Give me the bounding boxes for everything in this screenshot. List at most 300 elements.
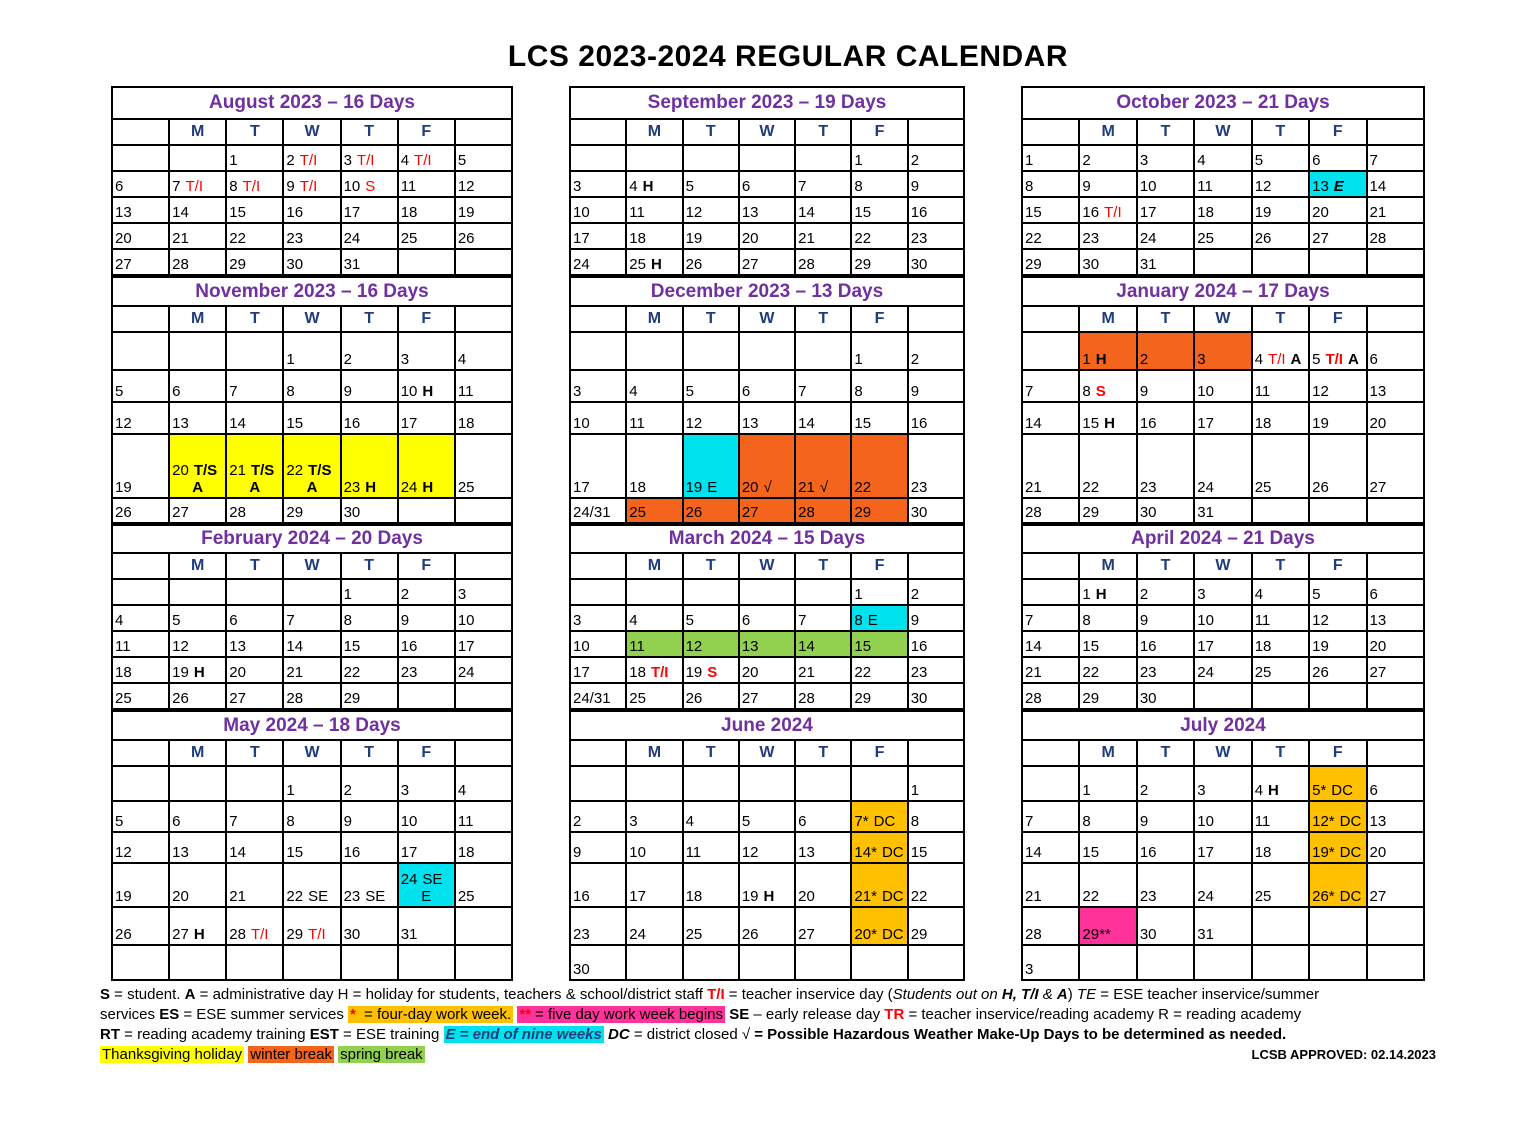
week-row (112, 197, 512, 223)
day-cell: 27 (795, 907, 851, 945)
day-cell: 18 (1252, 402, 1309, 434)
month-title: March 2024 – 15 Days (570, 525, 964, 553)
day-cell (795, 579, 851, 605)
day-cell (455, 498, 512, 523)
day-cell: 14 (1022, 631, 1079, 657)
week-row (570, 605, 964, 631)
day-cell: 26 (683, 683, 739, 709)
day-header-t: T (683, 119, 739, 145)
day-cell: 28 (1022, 683, 1079, 709)
day-header-f: F (398, 740, 455, 766)
day-cell (570, 766, 626, 801)
legend-segment: EST (309, 1026, 339, 1043)
month-february-2024 (111, 524, 513, 710)
week-row (570, 171, 964, 197)
day-cell (455, 945, 512, 980)
day-cell (1194, 249, 1251, 275)
day-cell: 25 (683, 907, 739, 945)
day-cell: 23 (398, 657, 455, 683)
day-cell (683, 332, 739, 370)
day-cell: 27 (112, 249, 169, 275)
day-header-blank (112, 740, 169, 766)
day-cell: 1 (283, 766, 340, 801)
day-header-blank (112, 553, 169, 579)
day-header-m: M (169, 306, 226, 332)
day-cell: 7 (1022, 605, 1079, 631)
day-cell: 25 (1252, 434, 1309, 498)
day-header-f: F (1309, 553, 1366, 579)
legend-segment: = teacher inservice day ( (724, 986, 893, 1003)
day-cell: 16 (283, 197, 340, 223)
week-row (112, 631, 512, 657)
day-cell: 23 (1137, 863, 1194, 907)
day-cell: 9 (908, 370, 964, 402)
day-cell: 1 (908, 766, 964, 801)
day-cell: 22 (226, 223, 283, 249)
day-cell: 3 (570, 370, 626, 402)
day-cell: 29 (283, 498, 340, 523)
day-cell (1137, 945, 1194, 980)
day-cell: 20 (1367, 631, 1424, 657)
day-cell: 3 (1194, 766, 1251, 801)
day-header-blank (1367, 119, 1424, 145)
day-cell: 25 (455, 434, 512, 498)
day-cell: 6 (1367, 332, 1424, 370)
day-header-w: W (283, 306, 340, 332)
day-cell (1252, 249, 1309, 275)
day-cell: 12 (683, 402, 739, 434)
day-header-t: T (795, 740, 851, 766)
day-header-w: W (739, 740, 795, 766)
day-cell: 3 (1137, 145, 1194, 171)
legend-segment: services (100, 1006, 160, 1023)
day-cell (169, 145, 226, 171)
day-cell: 15 (851, 402, 907, 434)
day-cell (169, 945, 226, 980)
day-cell: 10 (570, 631, 626, 657)
day-header-t: T (683, 740, 739, 766)
day-cell: 19 H (169, 657, 226, 683)
day-cell: 5 T/I A (1309, 332, 1366, 370)
day-cell: 14 (283, 631, 340, 657)
day-cell: 7 (226, 801, 283, 832)
day-cell: 26 (739, 907, 795, 945)
day-cell: 20 (795, 863, 851, 907)
day-cell: 5* DC (1309, 766, 1366, 801)
day-cell (1309, 249, 1366, 275)
day-cell (1367, 249, 1424, 275)
week-row (112, 605, 512, 631)
day-header-f: F (851, 553, 907, 579)
day-cell: 25 (1252, 863, 1309, 907)
day-header-t: T (1252, 306, 1309, 332)
day-header-w: W (283, 553, 340, 579)
day-cell (1367, 683, 1424, 709)
day-cell: 3 (398, 332, 455, 370)
day-cell: 4 (683, 801, 739, 832)
day-cell: 9 (908, 171, 964, 197)
month-title: September 2023 – 19 Days (570, 87, 964, 119)
day-cell: 4 (626, 370, 682, 402)
day-cell: 22 SE (283, 863, 340, 907)
day-cell (1022, 766, 1079, 801)
month-title: June 2024 (570, 711, 964, 740)
day-cell: 24 (570, 249, 626, 275)
day-cell: 29 (851, 683, 907, 709)
week-row (570, 945, 964, 980)
day-header-t: T (341, 740, 398, 766)
day-cell (683, 945, 739, 980)
day-cell (626, 145, 682, 171)
week-row (570, 832, 964, 863)
day-cell: 25 (1252, 657, 1309, 683)
day-cell: 4 H (626, 171, 682, 197)
day-header-blank (570, 119, 626, 145)
day-cell: 26 (455, 223, 512, 249)
week-row (112, 402, 512, 434)
week-row (1022, 223, 1424, 249)
day-cell: 19 (112, 863, 169, 907)
legend-segment: = district closed (629, 1026, 742, 1043)
day-cell: 14* DC (851, 832, 907, 863)
day-header-m: M (1079, 740, 1136, 766)
day-cell: 22 (1022, 223, 1079, 249)
legend-segment: T/I (707, 986, 725, 1003)
week-row (1022, 683, 1424, 709)
day-cell: 24 SE E (398, 863, 455, 907)
day-cell: 12 (1252, 171, 1309, 197)
day-cell: 27 (739, 683, 795, 709)
legend-segment: E = end of nine weeks (445, 1026, 602, 1043)
day-cell: 28 (1022, 907, 1079, 945)
day-cell (739, 945, 795, 980)
day-cell: 23 (570, 907, 626, 945)
day-cell: 26 (1309, 657, 1366, 683)
day-cell: 24 H (398, 434, 455, 498)
day-cell: 15 H (1079, 402, 1136, 434)
day-cell: 22 (341, 657, 398, 683)
day-cell: 1 (226, 145, 283, 171)
day-cell: 7 (795, 370, 851, 402)
day-cell: 4 (455, 766, 512, 801)
day-header-t: T (1252, 119, 1309, 145)
day-cell: 5 (112, 370, 169, 402)
day-cell: 7* DC (851, 801, 907, 832)
day-cell: 2 T/I (283, 145, 340, 171)
day-cell: 3 (455, 579, 512, 605)
day-header-t: T (1137, 306, 1194, 332)
day-cell: 21* DC (851, 863, 907, 907)
day-cell: 10 (1137, 171, 1194, 197)
legend-segment: – early release day (749, 1006, 885, 1023)
day-cell: 16 (1137, 631, 1194, 657)
day-cell: 11 (626, 631, 682, 657)
day-cell: 17 (455, 631, 512, 657)
day-cell (226, 332, 283, 370)
day-cell: 14 (1367, 171, 1424, 197)
day-cell: 6 (169, 370, 226, 402)
day-cell: 2 (1137, 766, 1194, 801)
day-cell: 13 (739, 197, 795, 223)
day-cell: 31 (398, 907, 455, 945)
day-cell: 5 (112, 801, 169, 832)
day-cell: 7 (795, 605, 851, 631)
day-cell: 26 (683, 249, 739, 275)
day-cell: 2 (570, 801, 626, 832)
day-header-w: W (739, 119, 795, 145)
day-cell: 13 (169, 832, 226, 863)
legend-segment: DC (608, 1026, 630, 1043)
day-cell: 14 (795, 631, 851, 657)
legend-segment: = ESE training (338, 1026, 444, 1043)
day-cell: 26 (1252, 223, 1309, 249)
legend-segment: = Possible Hazardous Weather Make-Up Days to be determined as needed. (754, 1026, 1287, 1043)
day-cell: 4 (455, 332, 512, 370)
day-cell: 18 T/I (626, 657, 682, 683)
day-cell: 26 (683, 498, 739, 523)
day-cell: 25 (626, 683, 682, 709)
day-cell: 12 (455, 171, 512, 197)
day-cell: 31 (341, 249, 398, 275)
day-cell: 16 (908, 402, 964, 434)
day-header-t: T (341, 119, 398, 145)
day-header-w: W (283, 119, 340, 145)
day-cell (739, 766, 795, 801)
legend-segment: = ESE summer services (179, 1006, 348, 1023)
day-cell (626, 579, 682, 605)
day-cell: 7 (1022, 370, 1079, 402)
day-cell: 23 (1137, 434, 1194, 498)
legend-segment: winter break (250, 1046, 332, 1063)
month-title: May 2024 – 18 Days (112, 711, 512, 740)
day-cell: 4 (112, 605, 169, 631)
week-row (1022, 370, 1424, 402)
day-cell: 24 (1194, 657, 1251, 683)
day-cell: 27 (1309, 223, 1366, 249)
month-november-2023 (111, 276, 513, 524)
day-cell: 18 (398, 197, 455, 223)
legend (100, 985, 1436, 1065)
day-cell: 6 (739, 370, 795, 402)
day-cell: 2 (1079, 145, 1136, 171)
day-cell: 10 (570, 197, 626, 223)
day-header-m: M (1079, 553, 1136, 579)
day-cell: 21 (795, 223, 851, 249)
week-row (570, 907, 964, 945)
day-cell (455, 907, 512, 945)
week-row (570, 249, 964, 275)
day-header-blank (1367, 306, 1424, 332)
day-cell: 2 (398, 579, 455, 605)
day-cell: 17 (626, 863, 682, 907)
legend-line (100, 985, 1436, 1005)
day-cell: 1 (851, 145, 907, 171)
month-october-2023 (1021, 86, 1425, 276)
day-cell (455, 683, 512, 709)
day-header-f: F (398, 306, 455, 332)
day-header-m: M (626, 740, 682, 766)
day-header-blank (908, 119, 964, 145)
day-cell: 30 (341, 907, 398, 945)
month-title: August 2023 – 16 Days (112, 87, 512, 119)
day-header-f: F (1309, 306, 1366, 332)
day-cell: 17 (1194, 832, 1251, 863)
day-cell: 9 (398, 605, 455, 631)
week-row (570, 370, 964, 402)
day-cell: 27 (169, 498, 226, 523)
day-cell: 21 (795, 657, 851, 683)
month-august-2023 (111, 86, 513, 276)
day-cell: 29 (851, 498, 907, 523)
day-cell: 20 (1367, 832, 1424, 863)
day-cell: 12 (112, 832, 169, 863)
week-row (1022, 863, 1424, 907)
day-cell (851, 766, 907, 801)
day-cell (398, 249, 455, 275)
week-row (570, 434, 964, 498)
calendar-page (0, 40, 1536, 1065)
day-cell: 15 (283, 832, 340, 863)
day-cell: 21 (283, 657, 340, 683)
day-cell (739, 579, 795, 605)
day-cell: 8 (1022, 171, 1079, 197)
day-cell: 21 (226, 863, 283, 907)
day-cell: 15 (1079, 832, 1136, 863)
legend-segment: = teacher inservice/reading academy R = reading academy (904, 1006, 1302, 1023)
day-cell (112, 332, 169, 370)
day-cell: 22 (851, 434, 907, 498)
day-cell (1367, 498, 1424, 523)
day-cell: 29 (1022, 249, 1079, 275)
day-cell: 10 (626, 832, 682, 863)
week-row (112, 657, 512, 683)
day-header-t: T (795, 306, 851, 332)
day-header-t: T (1137, 553, 1194, 579)
day-cell: 12* DC (1309, 801, 1366, 832)
day-cell: 20 (1367, 402, 1424, 434)
day-cell: 7 (283, 605, 340, 631)
day-cell: 28 (1022, 498, 1079, 523)
day-cell (795, 945, 851, 980)
day-header-blank (455, 553, 512, 579)
day-cell (112, 766, 169, 801)
day-cell: 13 (226, 631, 283, 657)
day-cell: 8 (341, 605, 398, 631)
day-header-blank (455, 306, 512, 332)
legend-segment: H, T/I (1001, 986, 1039, 1003)
day-cell: 30 (283, 249, 340, 275)
day-header-t: T (1252, 553, 1309, 579)
day-header-blank (1367, 740, 1424, 766)
day-cell: 16 (341, 402, 398, 434)
day-header-t: T (1137, 740, 1194, 766)
day-header-blank (1022, 306, 1079, 332)
day-cell: 27 (226, 683, 283, 709)
day-cell: 15 (1022, 197, 1079, 223)
day-header-blank (908, 553, 964, 579)
day-cell: 20 T/S A (169, 434, 226, 498)
day-cell: 5 (683, 370, 739, 402)
day-header-f: F (398, 553, 455, 579)
day-cell (341, 945, 398, 980)
day-cell: 21 T/S A (226, 434, 283, 498)
day-cell: 30 (341, 498, 398, 523)
day-cell: 29 (851, 249, 907, 275)
day-cell: 10 (398, 801, 455, 832)
day-cell: 24 (1137, 223, 1194, 249)
day-cell: 14 (169, 197, 226, 223)
legend-swatches (100, 1045, 425, 1065)
day-cell: 7 (226, 370, 283, 402)
day-header-f: F (851, 740, 907, 766)
day-cell: 28 T/I (226, 907, 283, 945)
day-header-blank (570, 306, 626, 332)
day-cell: 6 (112, 171, 169, 197)
day-cell: 27 (739, 249, 795, 275)
day-cell: 22 (908, 863, 964, 907)
month-title: November 2023 – 16 Days (112, 277, 512, 306)
week-row (1022, 249, 1424, 275)
legend-line (100, 1005, 1436, 1025)
day-cell (169, 766, 226, 801)
day-cell: 20 (226, 657, 283, 683)
day-cell (112, 945, 169, 980)
day-cell (226, 579, 283, 605)
day-cell: 21 (1022, 434, 1079, 498)
week-row (570, 579, 964, 605)
week-row (112, 907, 512, 945)
week-row (1022, 579, 1424, 605)
day-cell: 10 S (341, 171, 398, 197)
day-cell: 2 (908, 579, 964, 605)
day-cell: 25 (112, 683, 169, 709)
day-header-f: F (1309, 119, 1366, 145)
week-row (112, 223, 512, 249)
month-title: April 2024 – 21 Days (1022, 525, 1424, 553)
day-cell: 19 (455, 197, 512, 223)
day-cell: 1 (851, 579, 907, 605)
day-cell: 31 (1137, 249, 1194, 275)
day-cell: 9 (1137, 370, 1194, 402)
day-cell: 16 (1137, 832, 1194, 863)
day-cell (683, 766, 739, 801)
week-row (112, 249, 512, 275)
day-cell: 24 (455, 657, 512, 683)
day-header-t: T (795, 553, 851, 579)
day-cell: 26 (112, 498, 169, 523)
day-cell: 11 (626, 197, 682, 223)
day-cell: 10 H (398, 370, 455, 402)
day-header-blank (908, 740, 964, 766)
day-header-m: M (1079, 119, 1136, 145)
day-header-blank (112, 119, 169, 145)
day-cell: 8 (283, 801, 340, 832)
day-cell: 9 (908, 605, 964, 631)
day-cell: 21 (1022, 863, 1079, 907)
day-header-blank (1022, 119, 1079, 145)
day-header-w: W (739, 553, 795, 579)
week-row (1022, 801, 1424, 832)
legend-segment: A (1056, 986, 1068, 1003)
day-cell (851, 945, 907, 980)
week-row (1022, 434, 1424, 498)
day-header-blank (570, 740, 626, 766)
day-cell (683, 579, 739, 605)
day-cell: 12 (112, 402, 169, 434)
legend-lines (100, 985, 1436, 1045)
day-cell: 2 (908, 332, 964, 370)
day-cell: 28 (795, 249, 851, 275)
